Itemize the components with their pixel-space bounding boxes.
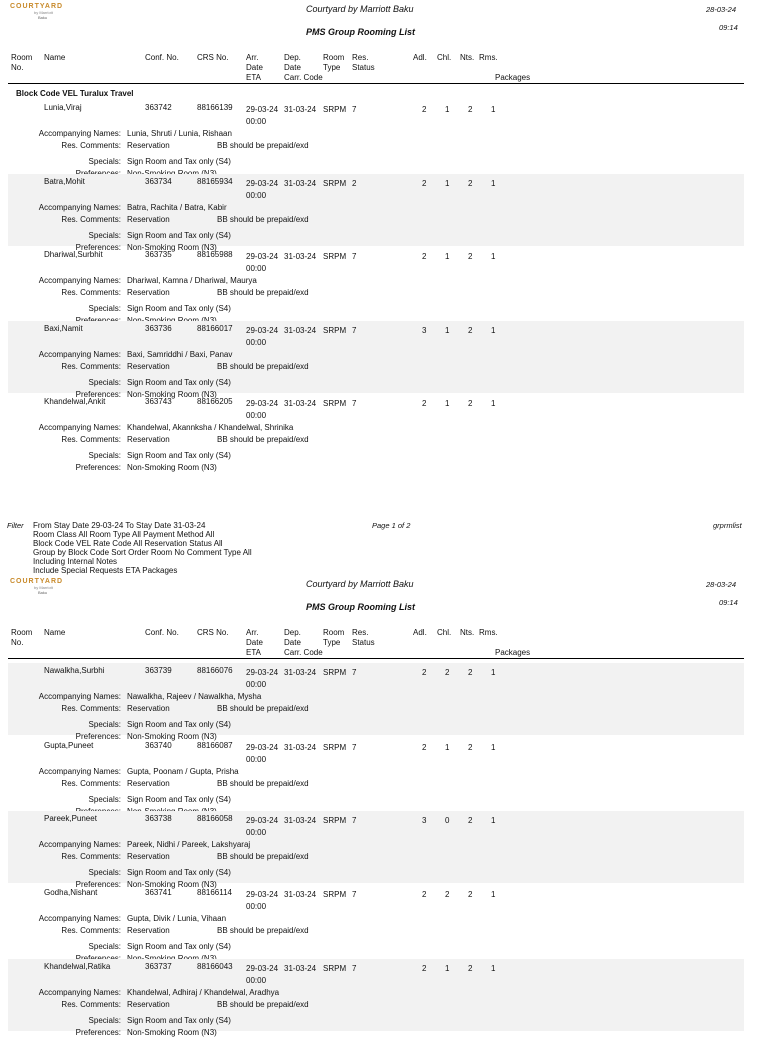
conf-no: 363735 — [145, 250, 172, 259]
col-nts: Nts. — [460, 628, 475, 637]
courtyard-logo — [10, 578, 70, 595]
col-crs-no: CRS No. — [197, 53, 229, 62]
col-rms: Rms. — [479, 53, 498, 62]
col-chl: Chl. — [437, 53, 452, 62]
guest-name: Khandelwal,Ankit — [44, 397, 106, 406]
accompanying-label: Accompanying Names: — [38, 767, 121, 776]
arr-time: 00:00 — [246, 338, 267, 347]
comment-text: BB should be prepaid/exd — [217, 926, 309, 935]
comment-type: Reservation — [127, 704, 170, 713]
adults: 2 — [422, 964, 427, 973]
specials-label: Specials: — [88, 795, 121, 804]
col-chl: Chl. — [437, 628, 452, 637]
arr-date: 29-03-24 — [246, 668, 279, 677]
comment-type: Reservation — [127, 779, 170, 788]
col-room-type-2: Type — [323, 638, 341, 647]
nights: 2 — [468, 326, 473, 335]
courtyard-logo — [10, 3, 70, 20]
logo-location: Baku — [38, 590, 48, 595]
specials-value: Sign Room and Tax only (S4) — [127, 795, 231, 804]
arr-time: 00:00 — [246, 902, 267, 911]
rooms: 1 — [491, 890, 496, 899]
adults: 2 — [422, 252, 427, 261]
dep-date: 31-03-24 — [284, 964, 317, 973]
arr-date: 29-03-24 — [246, 399, 279, 408]
conf-no: 363743 — [145, 397, 172, 406]
comment-type: Reservation — [127, 926, 170, 935]
col-dep-2: Date — [284, 638, 301, 647]
crs-no: 88166205 — [197, 397, 233, 406]
col-dep-3: Carr. Code — [284, 648, 323, 657]
guest-name: Gupta,Puneet — [44, 741, 94, 750]
adults: 2 — [422, 105, 427, 114]
room-type: SRPM — [323, 964, 347, 973]
specials-value: Sign Room and Tax only (S4) — [127, 1016, 231, 1025]
comment-text: BB should be prepaid/exd — [217, 141, 309, 150]
adults: 2 — [422, 890, 427, 899]
guest-name: Dhariwal,Surbhit — [44, 250, 103, 259]
accompanying-names: Lunia, Shruti / Lunia, Rishaan — [127, 129, 232, 138]
rooms: 1 — [491, 179, 496, 188]
rooms: 1 — [491, 326, 496, 335]
arr-date: 29-03-24 — [246, 179, 279, 188]
filter-line-2: Block Code VEL Rate Code All Reservation Status All — [33, 539, 223, 548]
col-rms: Rms. — [479, 628, 498, 637]
children: 1 — [445, 252, 450, 261]
logo-sub: by Marriott — [34, 10, 53, 15]
logo-location: Baku — [38, 15, 48, 20]
preferences-value: Non-Smoking Room (N3) — [127, 880, 217, 889]
res-comments-label: Res. Comments: — [61, 779, 121, 788]
col-packages: Packages — [495, 73, 531, 82]
res-comments-label: Res. Comments: — [61, 1000, 121, 1009]
hotel-name: Courtyard by Marriott Baku — [306, 579, 414, 589]
filter-line-3: Group by Block Code Sort Order Room No Comment Type All — [33, 548, 252, 557]
nights: 2 — [468, 252, 473, 261]
report-time: 09:14 — [719, 598, 738, 607]
res-comments-label: Res. Comments: — [61, 926, 121, 935]
col-res-status-2: Status — [352, 63, 375, 72]
res-comments-label: Res. Comments: — [61, 852, 121, 861]
res-status: 7 — [352, 743, 357, 752]
comment-text: BB should be prepaid/exd — [217, 362, 309, 371]
filter-line-4: Including Internal Notes — [33, 557, 118, 566]
specials-value: Sign Room and Tax only (S4) — [127, 231, 231, 240]
specials-value: Sign Room and Tax only (S4) — [127, 868, 231, 877]
nights: 2 — [468, 668, 473, 677]
specials-label: Specials: — [88, 378, 121, 387]
children: 0 — [445, 816, 450, 825]
accompanying-label: Accompanying Names: — [38, 203, 121, 212]
preferences-value: Non-Smoking Room (N3) — [127, 732, 217, 741]
dep-date: 31-03-24 — [284, 668, 317, 677]
specials-label: Specials: — [88, 231, 121, 240]
room-type: SRPM — [323, 326, 347, 335]
preferences-label: Preferences: — [75, 390, 121, 399]
guest-name: Batra,Mohit — [44, 177, 85, 186]
preferences-label: Preferences: — [75, 880, 121, 889]
dep-date: 31-03-24 — [284, 179, 317, 188]
adults: 2 — [422, 399, 427, 408]
res-comments-label: Res. Comments: — [61, 704, 121, 713]
col-crs-no: CRS No. — [197, 628, 229, 637]
dep-date: 31-03-24 — [284, 326, 317, 335]
dep-date: 31-03-24 — [284, 743, 317, 752]
filter-line-1: Room Class All Room Type All Payment Method All — [33, 530, 215, 539]
nights: 2 — [468, 743, 473, 752]
col-nts: Nts. — [460, 53, 475, 62]
adults: 2 — [422, 743, 427, 752]
comment-type: Reservation — [127, 215, 170, 224]
accompanying-label: Accompanying Names: — [38, 914, 121, 923]
conf-no: 363742 — [145, 103, 172, 112]
crs-no: 88166114 — [197, 888, 232, 897]
adults: 3 — [422, 326, 427, 335]
col-arr-1: Arr. — [246, 628, 259, 637]
arr-date: 29-03-24 — [246, 890, 279, 899]
crs-no: 88166076 — [197, 666, 233, 675]
res-comments-label: Res. Comments: — [61, 141, 121, 150]
crs-no: 88166087 — [197, 741, 233, 750]
arr-time: 00:00 — [246, 828, 267, 837]
guest-name: Godha,Nishant — [44, 888, 98, 897]
arr-date: 29-03-24 — [246, 326, 279, 335]
children: 1 — [445, 399, 450, 408]
rooms: 1 — [491, 816, 496, 825]
col-room-type-1: Room — [323, 53, 345, 62]
preferences-label: Preferences: — [75, 463, 121, 472]
accompanying-names: Baxi, Samriddhi / Baxi, Panav — [127, 350, 233, 359]
preferences-value: Non-Smoking Room (N3) — [127, 463, 217, 472]
preferences-value: Non-Smoking Room (N3) — [127, 390, 217, 399]
filter-label: Filter — [7, 521, 24, 530]
comment-type: Reservation — [127, 362, 170, 371]
report-title: PMS Group Rooming List — [306, 27, 415, 37]
arr-time: 00:00 — [246, 191, 267, 200]
accompanying-names: Khandelwal, Akannksha / Khandelwal, Shrinika — [127, 423, 294, 432]
crs-no: 88165988 — [197, 250, 233, 259]
conf-no: 363734 — [145, 177, 172, 186]
rooms: 1 — [491, 743, 496, 752]
accompanying-label: Accompanying Names: — [38, 988, 121, 997]
specials-value: Sign Room and Tax only (S4) — [127, 942, 231, 951]
room-type: SRPM — [323, 252, 347, 261]
col-room-no-2: No. — [11, 63, 24, 72]
room-type: SRPM — [323, 816, 347, 825]
accompanying-names: Gupta, Poonam / Gupta, Prisha — [127, 767, 239, 776]
crs-no: 88166017 — [197, 324, 233, 333]
arr-date: 29-03-24 — [246, 105, 279, 114]
filter-line-0: From Stay Date 29-03-24 To Stay Date 31-03-24 — [33, 521, 206, 530]
specials-label: Specials: — [88, 720, 121, 729]
col-dep-3: Carr. Code — [284, 73, 323, 82]
accompanying-names: Nawalkha, Rajeev / Nawalkha, Mysha — [127, 692, 262, 701]
res-status: 7 — [352, 964, 357, 973]
col-packages: Packages — [495, 648, 531, 657]
children: 1 — [445, 179, 450, 188]
header-rule — [8, 658, 744, 659]
comment-type: Reservation — [127, 141, 170, 150]
col-conf-no: Conf. No. — [145, 628, 179, 637]
col-arr-3: ETA — [246, 73, 261, 82]
arr-time: 00:00 — [246, 976, 267, 985]
col-dep-2: Date — [284, 63, 301, 72]
rooms: 1 — [491, 105, 496, 114]
report-date: 28-03-24 — [706, 580, 737, 589]
arr-time: 00:00 — [246, 680, 267, 689]
room-type: SRPM — [323, 890, 347, 899]
logo-text: COURTYARD — [10, 3, 64, 10]
accompanying-names: Batra, Rachita / Batra, Kabir — [127, 203, 227, 212]
children: 2 — [445, 668, 450, 677]
col-room-no-1: Room — [11, 628, 33, 637]
col-room-type-1: Room — [323, 628, 345, 637]
room-type: SRPM — [323, 743, 347, 752]
col-dep-1: Dep. — [284, 628, 301, 637]
col-room-no-1: Room — [11, 53, 33, 62]
filter-line-5: Include Special Requests ETA Packages — [33, 566, 178, 575]
specials-value: Sign Room and Tax only (S4) — [127, 378, 231, 387]
children: 2 — [445, 890, 450, 899]
col-arr-1: Arr. — [246, 53, 259, 62]
col-arr-2: Date — [246, 63, 263, 72]
report-date: 28-03-24 — [706, 5, 737, 14]
col-name: Name — [44, 628, 66, 637]
dep-date: 31-03-24 — [284, 399, 317, 408]
col-res-status-1: Res. — [352, 628, 369, 637]
children: 1 — [445, 964, 450, 973]
comment-text: BB should be prepaid/exd — [217, 852, 309, 861]
preferences-value: Non-Smoking Room (N3) — [127, 1028, 217, 1037]
adults: 2 — [422, 668, 427, 677]
res-status: 2 — [352, 179, 357, 188]
arr-time: 00:00 — [246, 411, 267, 420]
dep-date: 31-03-24 — [284, 816, 317, 825]
comment-type: Reservation — [127, 1000, 170, 1009]
dep-date: 31-03-24 — [284, 105, 317, 114]
crs-no: 88166058 — [197, 814, 233, 823]
room-type: SRPM — [323, 399, 347, 408]
res-comments-label: Res. Comments: — [61, 362, 121, 371]
specials-value: Sign Room and Tax only (S4) — [127, 157, 231, 166]
crs-no: 88166043 — [197, 962, 233, 971]
adults: 2 — [422, 179, 427, 188]
arr-time: 00:00 — [246, 264, 267, 273]
accompanying-names: Gupta, Divik / Lunia, Vihaan — [127, 914, 227, 923]
report-code: grprmlist — [713, 521, 742, 530]
children: 1 — [445, 326, 450, 335]
accompanying-label: Accompanying Names: — [38, 840, 121, 849]
page-number: Page 1 of 2 — [372, 521, 411, 530]
hotel-name: Courtyard by Marriott Baku — [306, 4, 414, 14]
col-room-no-2: No. — [11, 638, 24, 647]
crs-no: 88165934 — [197, 177, 233, 186]
rooms: 1 — [491, 399, 496, 408]
col-name: Name — [44, 53, 66, 62]
nights: 2 — [468, 890, 473, 899]
preferences-value: Non-Smoking Room (N3) — [127, 243, 217, 252]
col-room-type-2: Type — [323, 63, 341, 72]
conf-no: 363739 — [145, 666, 172, 675]
dep-date: 31-03-24 — [284, 890, 317, 899]
preferences-label: Preferences: — [75, 243, 121, 252]
conf-no: 363741 — [145, 888, 172, 897]
comment-text: BB should be prepaid/exd — [217, 1000, 309, 1009]
col-conf-no: Conf. No. — [145, 53, 179, 62]
report-title: PMS Group Rooming List — [306, 602, 415, 612]
col-arr-3: ETA — [246, 648, 261, 657]
guest-name: Lunia,Viraj — [44, 103, 82, 112]
comment-type: Reservation — [127, 288, 170, 297]
logo-text: COURTYARD — [10, 578, 64, 585]
accompanying-label: Accompanying Names: — [38, 692, 121, 701]
children: 1 — [445, 743, 450, 752]
room-type: SRPM — [323, 668, 347, 677]
accompanying-label: Accompanying Names: — [38, 129, 121, 138]
accompanying-names: Pareek, Nidhi / Pareek, Lakshyaraj — [127, 840, 251, 849]
specials-value: Sign Room and Tax only (S4) — [127, 720, 231, 729]
rooms: 1 — [491, 964, 496, 973]
arr-time: 00:00 — [246, 117, 267, 126]
conf-no: 363738 — [145, 814, 172, 823]
res-status: 7 — [352, 399, 357, 408]
children: 1 — [445, 105, 450, 114]
specials-label: Specials: — [88, 868, 121, 877]
rooms: 1 — [491, 668, 496, 677]
col-arr-2: Date — [246, 638, 263, 647]
nights: 2 — [468, 964, 473, 973]
nights: 2 — [468, 105, 473, 114]
arr-date: 29-03-24 — [246, 743, 279, 752]
nights: 2 — [468, 816, 473, 825]
accompanying-label: Accompanying Names: — [38, 350, 121, 359]
res-comments-label: Res. Comments: — [61, 215, 121, 224]
conf-no: 363737 — [145, 962, 172, 971]
guest-name: Baxi,Namit — [44, 324, 83, 333]
accompanying-names: Dhariwal, Kamna / Dhariwal, Maurya — [127, 276, 257, 285]
col-dep-1: Dep. — [284, 53, 301, 62]
comment-text: BB should be prepaid/exd — [217, 435, 309, 444]
specials-label: Specials: — [88, 942, 121, 951]
logo-sub: by Marriott — [34, 585, 53, 590]
specials-value: Sign Room and Tax only (S4) — [127, 451, 231, 460]
guest-name: Nawalkha,Surbhi — [44, 666, 105, 675]
arr-date: 29-03-24 — [246, 964, 279, 973]
comment-type: Reservation — [127, 852, 170, 861]
res-comments-label: Res. Comments: — [61, 288, 121, 297]
col-res-status-2: Status — [352, 638, 375, 647]
preferences-label: Preferences: — [75, 732, 121, 741]
nights: 2 — [468, 179, 473, 188]
res-comments-label: Res. Comments: — [61, 435, 121, 444]
report-time: 09:14 — [719, 23, 738, 32]
res-status: 7 — [352, 326, 357, 335]
res-status: 7 — [352, 816, 357, 825]
specials-label: Specials: — [88, 157, 121, 166]
room-type: SRPM — [323, 179, 347, 188]
res-status: 7 — [352, 252, 357, 261]
crs-no: 88166139 — [197, 103, 233, 112]
specials-label: Specials: — [88, 304, 121, 313]
col-adl: Adl. — [413, 628, 427, 637]
col-adl: Adl. — [413, 53, 427, 62]
arr-date: 29-03-24 — [246, 252, 279, 261]
dep-date: 31-03-24 — [284, 252, 317, 261]
specials-value: Sign Room and Tax only (S4) — [127, 304, 231, 313]
accompanying-label: Accompanying Names: — [38, 423, 121, 432]
guest-name: Pareek,Puneet — [44, 814, 97, 823]
accompanying-names: Khandelwal, Adhiraj / Khandelwal, Aradhya — [127, 988, 280, 997]
res-status: 7 — [352, 668, 357, 677]
adults: 3 — [422, 816, 427, 825]
arr-date: 29-03-24 — [246, 816, 279, 825]
comment-text: BB should be prepaid/exd — [217, 704, 309, 713]
specials-label: Specials: — [88, 1016, 121, 1025]
accompanying-label: Accompanying Names: — [38, 276, 121, 285]
room-type: SRPM — [323, 105, 347, 114]
nights: 2 — [468, 399, 473, 408]
header-rule — [8, 83, 744, 84]
specials-label: Specials: — [88, 451, 121, 460]
conf-no: 363740 — [145, 741, 172, 750]
comment-text: BB should be prepaid/exd — [217, 779, 309, 788]
arr-time: 00:00 — [246, 755, 267, 764]
rooms: 1 — [491, 252, 496, 261]
comment-type: Reservation — [127, 435, 170, 444]
conf-no: 363736 — [145, 324, 172, 333]
comment-text: BB should be prepaid/exd — [217, 215, 309, 224]
res-status: 7 — [352, 105, 357, 114]
block-code-line: Block Code VEL Turalux Travel — [16, 89, 134, 98]
res-status: 7 — [352, 890, 357, 899]
preferences-label: Preferences: — [75, 1028, 121, 1037]
col-res-status-1: Res. — [352, 53, 369, 62]
guest-name: Khandelwal,Ratika — [44, 962, 111, 971]
comment-text: BB should be prepaid/exd — [217, 288, 309, 297]
